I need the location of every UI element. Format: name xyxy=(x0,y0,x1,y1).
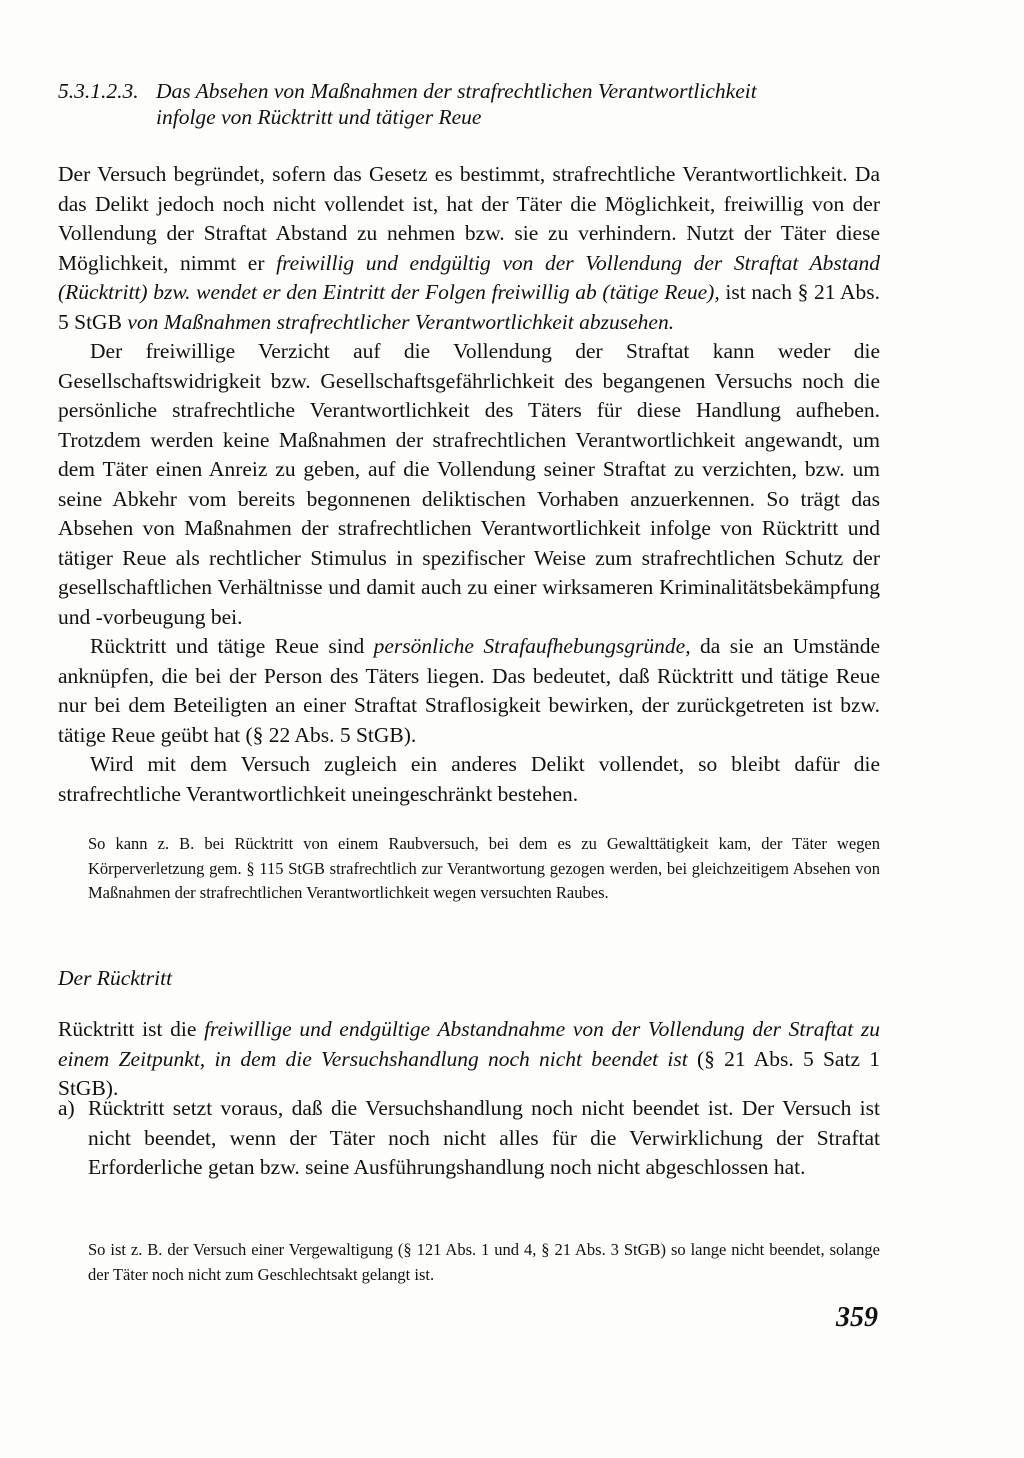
paragraph-1 xyxy=(58,160,880,337)
footnote-example-2-text: So ist z. B. der Versuch einer Vergewaltigung (§ 121 Abs. 1 und 4, § 21 Abs. 3 StGB) so lange nicht beendet, solange der Täter noch nicht zum Geschlechtsakt gelangt ist. xyxy=(88,1240,880,1284)
paragraph-4: Wird mit dem Versuch zugleich ein anderes Delikt vollendet, so bleibt dafür die strafrechtliche Verantwortlichkeit uneingeschränkt bestehen. xyxy=(58,752,880,806)
paragraph-3 xyxy=(58,632,880,750)
paragraph-1-italic-a: freiwillig und endgültig von der Vollendung der Straftat Abstand (Rücktritt) bzw. wendet er den Eintritt der Folgen freiwillig ab (tätige Reue), xyxy=(58,250,881,304)
section-heading xyxy=(58,78,898,130)
footnote-example-1 xyxy=(88,832,880,906)
paragraph-3-italic: persönliche Strafaufhebungsgründe, xyxy=(373,634,691,658)
list-marker-a: a) xyxy=(58,1096,75,1120)
section-number: 5.3.1.2.3. xyxy=(58,79,139,103)
main-text-block xyxy=(58,160,880,809)
paragraph-1-italic-b: von Maßnahmen strafrechtlicher Verantwortlichkeit abzusehen. xyxy=(127,309,675,334)
footnote-example-1-text: So kann z. B. bei Rücktritt von einem Raubversuch, bei dem es zu Gewalttätigkeit kam, der Täter wegen Körperverletzung gem. § 115 StGB strafrechtlich zur Verantwortung gezogen werden, bei gleichzeitigem Absehen von Maßnahmen der strafrechtlichen Verantwortlichkeit wegen versuchten Raubes. xyxy=(88,834,880,902)
paragraph-5-italic: freiwillige und endgültige Abstandnahme von der Vollendung der Straftat zu einem Zeitpunkt, in dem die Versuchshandlung noch nicht beendet ist xyxy=(58,1017,880,1071)
paragraph-3-text-b: da sie an Umstände anknüpfen, die bei der Person des Täters liegen. Das bedeutet, daß Rücktritt und tätige Reue nur bei dem Beteiligten an einer Straftat Straflosigkeit bewirken, der zurückgetreten ist bzw. tätige Reue geübt hat (§ 22 Abs. 5 StGB). xyxy=(58,634,880,747)
subheading-ruecktritt: Der Rücktritt xyxy=(58,966,173,990)
page-number: 359 xyxy=(836,1302,878,1333)
paragraph-5-text-a: Rücktritt ist die xyxy=(58,1017,205,1041)
paragraph-3-text-a: Rücktritt und tätige Reue sind xyxy=(90,634,374,658)
paragraph-5-text-b: (§ 21 Abs. 5 Satz 1 StGB). xyxy=(58,1046,881,1100)
paragraph-1-text-a: Der Versuch begründet, sofern das Gesetz es bestimmt, strafrechtliche Verantwortlichkeit. Da das Delikt jedoch noch nicht vollendet ist, hat der Täter die Möglichkeit, freiwillig von der Vollendung der Straftat Abstand zu nehmen bzw. sie zu verhindern. Nutzt der Täter diese Möglichkeit, nimmt er xyxy=(58,162,880,275)
list-item-a xyxy=(58,1094,880,1183)
paragraph-2: Der freiwillige Verzicht auf die Vollendung der Straftat kann weder die Gesellschaftswidrigkeit bzw. Gesellschaftsgefährlichkeit des begangenen Versuchs noch die persönliche strafrechtliche Verantwortlichkeit des Täters für diese Handlung aufheben. Trotzdem werden keine Maßnahmen der strafrechtlichen Verantwortlichkeit angewandt, um dem Täter einen Anreiz zu geben, auf die Vollendung seiner Straftat zu verzichten, bzw. um seine Abkehr vom bereits begonnenen deliktischen Vorhaben anzuerkennen. So trägt das Absehen von Maßnahmen der strafrechtlichen Verantwortlichkeit infolge von Rücktritt und tätiger Reue als rechtlicher Stimulus in spezifischer Weise zum strafrechtlichen Schutz der gesellschaftlichen Verhältnisse und damit auch zu einer wirksameren Kriminalitätsbekämpfung und -vorbeugung bei. xyxy=(58,339,880,629)
definition-block xyxy=(58,1015,880,1104)
footnote-example-2 xyxy=(88,1238,880,1287)
section-title-line2: infolge von Rücktritt und tätiger Reue xyxy=(156,105,482,129)
section-title-line1: Das Absehen von Maßnahmen der strafrechtlichen Verantwortlichkeit xyxy=(156,79,757,103)
list-text-a: Rücktritt setzt voraus, daß die Versuchshandlung noch nicht beendet ist. Der Versuch ist nicht beendet, wenn der Täter noch nicht alles für die Verwirklichung der Straftat Erforderliche getan bzw. seine Ausführungshandlung noch nicht abgeschlossen hat. xyxy=(88,1096,880,1179)
paragraph-1-text-b: ist nach § 21 Abs. 5 StGB xyxy=(58,280,881,334)
paragraph-5 xyxy=(58,1015,880,1104)
